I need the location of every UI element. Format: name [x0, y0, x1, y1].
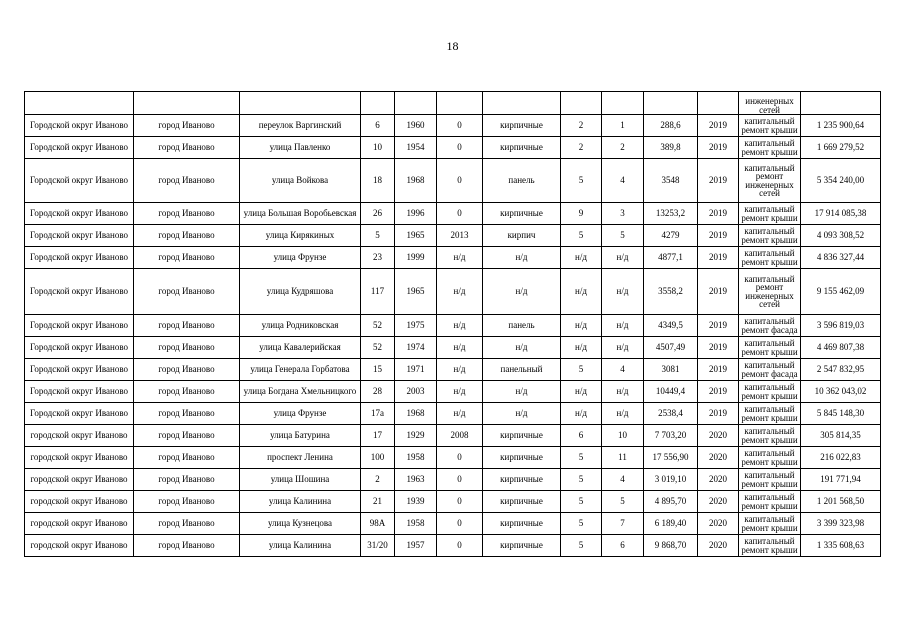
wall-material-cell: панель: [483, 159, 561, 203]
okrug-cell: Городской округ Иваново: [25, 315, 134, 337]
work-type-cell: капитальный ремонт крыши: [739, 491, 801, 513]
cost-cell: 4 836 327,44: [801, 247, 881, 269]
work-type-cell: капитальный ремонт крыши: [739, 469, 801, 491]
build-year-cell: 1960: [395, 115, 437, 137]
cost-cell: 1 335 608,63: [801, 535, 881, 557]
house-number-cell: 6: [361, 115, 395, 137]
street-cell: проспект Ленина: [240, 447, 361, 469]
house-number-cell: 52: [361, 337, 395, 359]
entrances-cell: 4: [602, 159, 644, 203]
entrances-cell: 1: [602, 115, 644, 137]
plan-year-cell: 2019: [698, 337, 739, 359]
build-year-cell: 1954: [395, 137, 437, 159]
table-row: [25, 337, 881, 359]
work-type-cell: капитальный ремонт крыши: [739, 425, 801, 447]
entrances-cell: 5: [602, 225, 644, 247]
overhaul-year-cell: н/д: [437, 403, 483, 425]
street-cell: улица Богдана Хмельницкого: [240, 381, 361, 403]
okrug-cell: Городской округ Иваново: [25, 269, 134, 315]
floors-cell: н/д: [561, 247, 602, 269]
work-type-cell: капитальный ремонт крыши: [739, 535, 801, 557]
entrances-cell: н/д: [602, 337, 644, 359]
floors-cell: 2: [561, 137, 602, 159]
wall-material-cell: кирпич: [483, 225, 561, 247]
city-cell: город Иваново: [134, 513, 240, 535]
entrances-cell: 4: [602, 359, 644, 381]
area-cell: 3558,2: [644, 269, 698, 315]
wall-material-cell: н/д: [483, 337, 561, 359]
floors-cell: 9: [561, 203, 602, 225]
entrances-cell: 7: [602, 513, 644, 535]
area-cell: 389,8: [644, 137, 698, 159]
area-cell: 9 868,70: [644, 535, 698, 557]
build-year-cell: 1996: [395, 203, 437, 225]
street-cell: улица Шошина: [240, 469, 361, 491]
street-cell: улица Войкова: [240, 159, 361, 203]
cost-cell: 2 547 832,95: [801, 359, 881, 381]
overhaul-year-cell: 0: [437, 115, 483, 137]
build-year-cell: 1958: [395, 447, 437, 469]
wall-material-cell: панельный: [483, 359, 561, 381]
house-number-cell: 17а: [361, 403, 395, 425]
street-cell: улица Фрунзе: [240, 403, 361, 425]
work-type-cell: капитальный ремонт крыши: [739, 381, 801, 403]
house-number-cell: 31/20: [361, 535, 395, 557]
entrances-cell: 6: [602, 535, 644, 557]
table-row: [25, 203, 881, 225]
floors-cell: 2: [561, 115, 602, 137]
build-year-cell: 1965: [395, 225, 437, 247]
floors-cell: 5: [561, 359, 602, 381]
okrug-cell: городской округ Иваново: [25, 469, 134, 491]
overhaul-year-cell: 0: [437, 513, 483, 535]
overhaul-year-cell: н/д: [437, 269, 483, 315]
build-year-cell: 1963: [395, 469, 437, 491]
cost-cell: 9 155 462,09: [801, 269, 881, 315]
plan-year-cell: 2019: [698, 159, 739, 203]
area-cell: 4349,5: [644, 315, 698, 337]
street-cell: улица Павленко: [240, 137, 361, 159]
work-type-cell: капитальный ремонт инженерных сетей: [739, 159, 801, 203]
build-year-cell: 1974: [395, 337, 437, 359]
work-type-cell: капитальный ремонт инженерных сетей: [739, 269, 801, 315]
wall-material-cell: н/д: [483, 269, 561, 315]
page-number: 18: [446, 39, 459, 53]
floors-cell: 5: [561, 447, 602, 469]
area-cell: 7 703,20: [644, 425, 698, 447]
plan-year-cell: 2020: [698, 469, 739, 491]
house-number-cell: 100: [361, 447, 395, 469]
table-row: [25, 115, 881, 137]
city-cell: город Иваново: [134, 137, 240, 159]
floors-cell: 6: [561, 425, 602, 447]
wall-material-cell: кирпичные: [483, 447, 561, 469]
table-row: [25, 137, 881, 159]
cost-cell: 1 669 279,52: [801, 137, 881, 159]
work-type-cell: капитальный ремонт крыши: [739, 115, 801, 137]
entrances-cell: 4: [602, 469, 644, 491]
overhaul-year-cell: 2008: [437, 425, 483, 447]
plan-year-cell: 2019: [698, 403, 739, 425]
overhaul-year-cell: 0: [437, 159, 483, 203]
city-cell: город Иваново: [134, 425, 240, 447]
street-cell: улица Фрунзе: [240, 247, 361, 269]
work-type-cell: капитальный ремонт крыши: [739, 225, 801, 247]
repair-register-table: [24, 91, 881, 557]
build-year-cell: 1929: [395, 425, 437, 447]
wall-material-cell: кирпичные: [483, 535, 561, 557]
area-cell: 4 895,70: [644, 491, 698, 513]
area-cell: 13253,2: [644, 203, 698, 225]
okrug-cell: городской округ Иваново: [25, 447, 134, 469]
house-number-cell: 26: [361, 203, 395, 225]
house-number-cell: 21: [361, 491, 395, 513]
floors-cell: 5: [561, 159, 602, 203]
overhaul-year-cell: н/д: [437, 381, 483, 403]
city-cell: город Иваново: [134, 159, 240, 203]
street-cell: улица Кирякиных: [240, 225, 361, 247]
okrug-cell: городской округ Иваново: [25, 535, 134, 557]
wall-material-cell: кирпичные: [483, 491, 561, 513]
house-number-cell: 117: [361, 269, 395, 315]
okrug-cell: Городской округ Иваново: [25, 337, 134, 359]
street-cell: улица Калинина: [240, 535, 361, 557]
area-cell: 3081: [644, 359, 698, 381]
entrances-cell: 10: [602, 425, 644, 447]
plan-year-cell: 2020: [698, 447, 739, 469]
entrances-cell: н/д: [602, 315, 644, 337]
cost-cell: 1 201 568,50: [801, 491, 881, 513]
build-year-cell: 1965: [395, 269, 437, 315]
city-cell: город Иваново: [134, 337, 240, 359]
cost-cell: 5 354 240,00: [801, 159, 881, 203]
table-row: [25, 269, 881, 315]
floors-cell: 5: [561, 491, 602, 513]
floors-cell: 5: [561, 469, 602, 491]
street-cell: переулок Варгинский: [240, 115, 361, 137]
floors-cell: н/д: [561, 337, 602, 359]
overhaul-year-cell: н/д: [437, 247, 483, 269]
okrug-cell: Городской округ Иваново: [25, 137, 134, 159]
cost-cell: 3 399 323,98: [801, 513, 881, 535]
cost-cell: 305 814,35: [801, 425, 881, 447]
work-type-cell: капитальный ремонт фасада: [739, 359, 801, 381]
floors-cell: н/д: [561, 269, 602, 315]
area-cell: 4877,1: [644, 247, 698, 269]
okrug-cell: Городской округ Иваново: [25, 403, 134, 425]
wall-material-cell: кирпичные: [483, 425, 561, 447]
cost-cell: 4 469 807,38: [801, 337, 881, 359]
cost-cell: 1 235 900,64: [801, 115, 881, 137]
area-cell: 4279: [644, 225, 698, 247]
entrances-cell: н/д: [602, 247, 644, 269]
street-cell: улица Большая Воробьевская: [240, 203, 361, 225]
city-cell: город Иваново: [134, 225, 240, 247]
area-cell: 3548: [644, 159, 698, 203]
overhaul-year-cell: 0: [437, 469, 483, 491]
build-year-cell: 2003: [395, 381, 437, 403]
area-cell: 4507,49: [644, 337, 698, 359]
wall-material-cell: кирпичные: [483, 137, 561, 159]
cost-cell: 191 771,94: [801, 469, 881, 491]
entrances-cell: н/д: [602, 269, 644, 315]
wall-material-cell: панель: [483, 315, 561, 337]
overhaul-year-cell: 2013: [437, 225, 483, 247]
table-row: [25, 381, 881, 403]
city-cell: город Иваново: [134, 535, 240, 557]
house-number-cell: 5: [361, 225, 395, 247]
house-number-cell: 98А: [361, 513, 395, 535]
street-cell: улица Кудряшова: [240, 269, 361, 315]
house-number-cell: 28: [361, 381, 395, 403]
floors-cell: н/д: [561, 381, 602, 403]
floors-cell: 5: [561, 225, 602, 247]
work-type-cell: инженерных сетей: [739, 92, 801, 115]
build-year-cell: 1968: [395, 159, 437, 203]
table-row: [25, 225, 881, 247]
work-type-cell: капитальный ремонт крыши: [739, 403, 801, 425]
plan-year-cell: 2020: [698, 491, 739, 513]
build-year-cell: 1975: [395, 315, 437, 337]
area-cell: 6 189,40: [644, 513, 698, 535]
table-row-continued: [25, 92, 881, 115]
plan-year-cell: 2020: [698, 535, 739, 557]
okrug-cell: городской округ Иваново: [25, 513, 134, 535]
table-row: [25, 469, 881, 491]
wall-material-cell: н/д: [483, 403, 561, 425]
entrances-cell: н/д: [602, 403, 644, 425]
street-cell: улица Родниковская: [240, 315, 361, 337]
table-row: [25, 315, 881, 337]
city-cell: город Иваново: [134, 381, 240, 403]
cost-cell: 216 022,83: [801, 447, 881, 469]
house-number-cell: 2: [361, 469, 395, 491]
plan-year-cell: 2019: [698, 247, 739, 269]
city-cell: город Иваново: [134, 359, 240, 381]
city-cell: город Иваново: [134, 491, 240, 513]
work-type-cell: капитальный ремонт крыши: [739, 513, 801, 535]
floors-cell: н/д: [561, 315, 602, 337]
house-number-cell: 17: [361, 425, 395, 447]
okrug-cell: Городской округ Иваново: [25, 203, 134, 225]
house-number-cell: 23: [361, 247, 395, 269]
area-cell: 288,6: [644, 115, 698, 137]
entrances-cell: 2: [602, 137, 644, 159]
overhaul-year-cell: 0: [437, 535, 483, 557]
wall-material-cell: н/д: [483, 247, 561, 269]
overhaul-year-cell: н/д: [437, 359, 483, 381]
table-row: [25, 159, 881, 203]
build-year-cell: 1957: [395, 535, 437, 557]
floors-cell: 5: [561, 535, 602, 557]
street-cell: улица Калинина: [240, 491, 361, 513]
plan-year-cell: 2019: [698, 381, 739, 403]
city-cell: город Иваново: [134, 203, 240, 225]
okrug-cell: Городской округ Иваново: [25, 359, 134, 381]
cost-cell: 4 093 308,52: [801, 225, 881, 247]
plan-year-cell: 2019: [698, 315, 739, 337]
house-number-cell: 10: [361, 137, 395, 159]
table-row: [25, 247, 881, 269]
street-cell: улица Батурина: [240, 425, 361, 447]
city-cell: город Иваново: [134, 469, 240, 491]
work-type-cell: капитальный ремонт крыши: [739, 137, 801, 159]
build-year-cell: 1958: [395, 513, 437, 535]
area-cell: 17 556,90: [644, 447, 698, 469]
table-row: [25, 359, 881, 381]
street-cell: улица Кузнецова: [240, 513, 361, 535]
plan-year-cell: 2020: [698, 425, 739, 447]
okrug-cell: Городской округ Иваново: [25, 225, 134, 247]
table-row: [25, 491, 881, 513]
floors-cell: н/д: [561, 403, 602, 425]
wall-material-cell: кирпичные: [483, 469, 561, 491]
cost-cell: 3 596 819,03: [801, 315, 881, 337]
city-cell: город Иваново: [134, 447, 240, 469]
entrances-cell: 11: [602, 447, 644, 469]
table-row: [25, 535, 881, 557]
overhaul-year-cell: 0: [437, 491, 483, 513]
plan-year-cell: 2019: [698, 137, 739, 159]
cost-cell: 10 362 043,02: [801, 381, 881, 403]
okrug-cell: городской округ Иваново: [25, 425, 134, 447]
entrances-cell: 5: [602, 491, 644, 513]
build-year-cell: 1999: [395, 247, 437, 269]
okrug-cell: Городской округ Иваново: [25, 247, 134, 269]
plan-year-cell: 2019: [698, 225, 739, 247]
work-type-cell: капитальный ремонт крыши: [739, 247, 801, 269]
plan-year-cell: 2019: [698, 203, 739, 225]
work-type-cell: капитальный ремонт фасада: [739, 315, 801, 337]
plan-year-cell: 2019: [698, 115, 739, 137]
overhaul-year-cell: 0: [437, 447, 483, 469]
okrug-cell: городской округ Иваново: [25, 491, 134, 513]
overhaul-year-cell: 0: [437, 203, 483, 225]
city-cell: город Иваново: [134, 403, 240, 425]
area-cell: 2538,4: [644, 403, 698, 425]
house-number-cell: 18: [361, 159, 395, 203]
table-row: [25, 513, 881, 535]
wall-material-cell: кирпичные: [483, 203, 561, 225]
cost-cell: 17 914 085,38: [801, 203, 881, 225]
table-row: [25, 425, 881, 447]
street-cell: улица Генерала Горбатова: [240, 359, 361, 381]
city-cell: город Иваново: [134, 115, 240, 137]
city-cell: город Иваново: [134, 247, 240, 269]
okrug-cell: Городской округ Иваново: [25, 115, 134, 137]
plan-year-cell: 2019: [698, 269, 739, 315]
house-number-cell: 15: [361, 359, 395, 381]
work-type-cell: капитальный ремонт крыши: [739, 337, 801, 359]
house-number-cell: 52: [361, 315, 395, 337]
work-type-cell: капитальный ремонт крыши: [739, 447, 801, 469]
street-cell: улица Кавалерийская: [240, 337, 361, 359]
okrug-cell: Городской округ Иваново: [25, 159, 134, 203]
table-row: [25, 447, 881, 469]
wall-material-cell: кирпичные: [483, 115, 561, 137]
work-type-cell: капитальный ремонт крыши: [739, 203, 801, 225]
overhaul-year-cell: н/д: [437, 337, 483, 359]
build-year-cell: 1939: [395, 491, 437, 513]
plan-year-cell: 2019: [698, 359, 739, 381]
overhaul-year-cell: 0: [437, 137, 483, 159]
entrances-cell: н/д: [602, 381, 644, 403]
wall-material-cell: н/д: [483, 381, 561, 403]
entrances-cell: 3: [602, 203, 644, 225]
build-year-cell: 1971: [395, 359, 437, 381]
build-year-cell: 1968: [395, 403, 437, 425]
table-row: [25, 403, 881, 425]
area-cell: 3 019,10: [644, 469, 698, 491]
city-cell: город Иваново: [134, 269, 240, 315]
wall-material-cell: кирпичные: [483, 513, 561, 535]
cost-cell: 5 845 148,30: [801, 403, 881, 425]
overhaul-year-cell: н/д: [437, 315, 483, 337]
plan-year-cell: 2020: [698, 513, 739, 535]
okrug-cell: Городской округ Иваново: [25, 381, 134, 403]
area-cell: 10449,4: [644, 381, 698, 403]
floors-cell: 5: [561, 513, 602, 535]
city-cell: город Иваново: [134, 315, 240, 337]
